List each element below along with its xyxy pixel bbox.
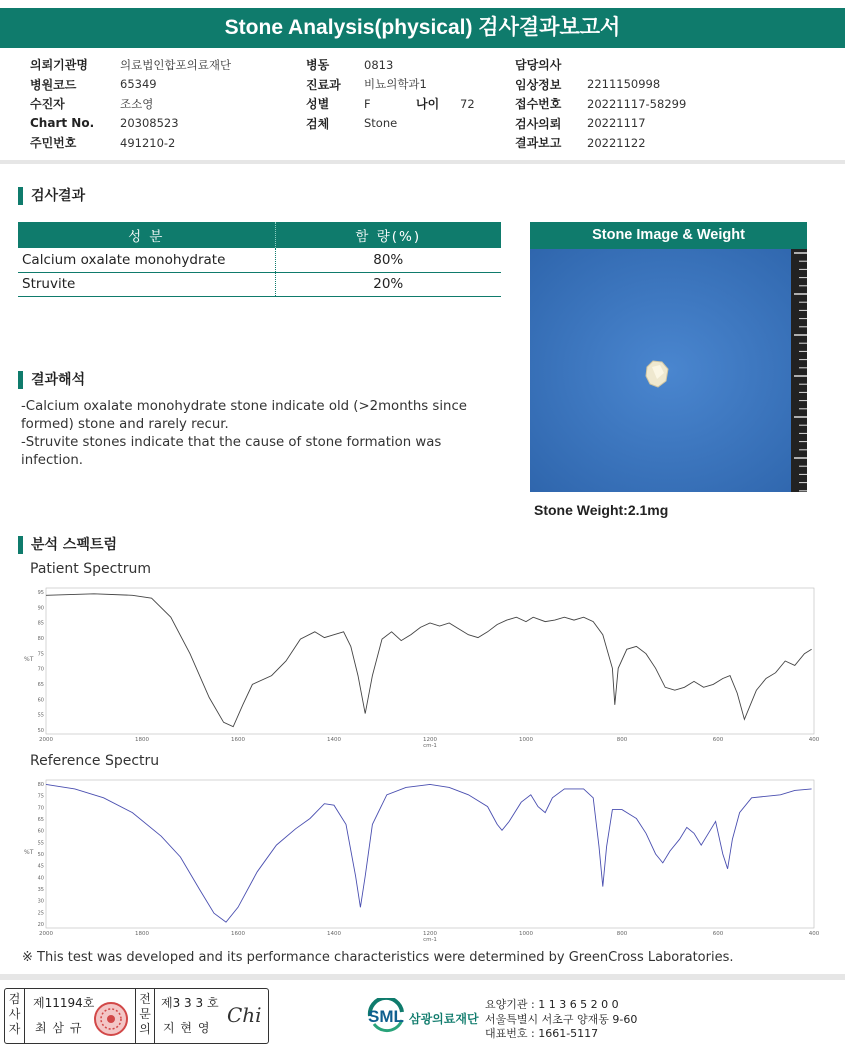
x-tick-label: 1600 — [231, 737, 245, 743]
field-value: 2211150998 — [587, 77, 661, 92]
age-value: 72 — [460, 96, 475, 111]
field-value: 20221117 — [587, 116, 646, 131]
y-tick-label: 55 — [37, 712, 44, 719]
care-institution: 요양기관 : 1 1 3 6 5 2 0 0 — [485, 998, 619, 1011]
y-tick-label: 95 — [37, 590, 44, 596]
field-value: Stone — [364, 116, 398, 131]
component-cell: Calcium oxalate monohydrate — [18, 248, 275, 272]
x-tick-label: 1800 — [135, 737, 149, 743]
examiner-vertical-label: 검사자 — [5, 989, 25, 1043]
y-tick-label: 80 — [37, 782, 44, 788]
y-tick-label: 60 — [37, 697, 44, 704]
y-tick-label: 55 — [37, 840, 44, 847]
field-value: 조소영 — [120, 96, 154, 111]
examiner-seal-icon — [93, 1001, 129, 1037]
specialist-signature: Chi — [227, 1003, 262, 1027]
table-row — [18, 272, 501, 296]
component-cell: Struvite — [18, 272, 275, 296]
field-label: 결과보고 — [515, 136, 562, 151]
divider — [0, 974, 845, 980]
report-title: Stone Analysis(physical) 검사결과보고서 — [0, 8, 845, 48]
field-value: 비뇨의학과1 — [364, 77, 427, 92]
field-label: 접수번호 — [515, 97, 562, 112]
x-tick-label: 400 — [808, 737, 820, 743]
results-section-title: 검사결과 — [18, 187, 85, 205]
stone-photo-graphic — [530, 249, 807, 492]
patient-spectrum-label: Patient Spectrum — [30, 561, 152, 577]
footer — [0, 982, 845, 1054]
stone-image-title: Stone Image & Weight — [530, 222, 807, 249]
y-tick-label: 85 — [37, 620, 44, 627]
y-axis-label: %T — [24, 849, 34, 856]
plot-frame — [46, 780, 814, 928]
stone-photo — [530, 249, 807, 492]
sml-logo-text: SML — [368, 1007, 404, 1026]
field-label: 주민번호 — [30, 136, 77, 151]
header-col3 — [515, 55, 686, 153]
y-tick-label: 80 — [37, 636, 44, 642]
field-value: 0813 — [364, 57, 394, 72]
field-label: 의뢰기관명 — [30, 58, 88, 73]
spectrum-section-title: 분석 스펙트럼 — [18, 536, 117, 554]
examiner-license: 제11194호 — [33, 996, 95, 1010]
field-value: 20308523 — [120, 116, 179, 131]
field-value: 의료법인합포의료재단 — [120, 57, 232, 72]
reference-spectrum-label: Reference Spectru — [30, 753, 160, 769]
y-tick-label: 20 — [37, 922, 44, 928]
x-tick-label: 800 — [616, 931, 628, 937]
phone: 대표번호 : 1661-5117 — [485, 1027, 599, 1040]
field-label: 병원코드 — [30, 77, 77, 92]
field-label: 수진자 — [30, 97, 65, 112]
spectrum-line — [46, 594, 812, 727]
field-label: 검체 — [306, 116, 330, 131]
reference-spectrum-chart — [18, 774, 830, 944]
x-tick-label: 1200 — [423, 737, 437, 743]
field-label: 진료과 — [306, 77, 341, 92]
interpretation-line: -Struvite stones indicate that the cause of stone formation was infection. — [21, 435, 442, 468]
field-value: 20221117-58299 — [587, 96, 687, 111]
field-label: 성별 — [306, 97, 330, 112]
interpretation-section-title: 결과해석 — [18, 371, 85, 389]
y-tick-label: 50 — [37, 852, 44, 858]
x-tick-label: 1000 — [519, 737, 533, 743]
percent-cell: 80% — [275, 248, 501, 272]
field-value: F — [364, 96, 371, 111]
signature-box — [4, 988, 269, 1044]
x-axis-label: cm-1 — [423, 937, 437, 943]
col-component-header: 성 분 — [18, 222, 275, 248]
y-tick-label: 65 — [37, 682, 44, 688]
header-col2 — [306, 55, 475, 133]
age-label: 나이 — [416, 97, 440, 112]
address: 서울특별시 서초구 양재동 9-60 — [485, 1012, 638, 1026]
specialist-vertical-label: 전문의 — [135, 989, 155, 1043]
col-percent-header: 함 량(%) — [275, 222, 501, 248]
y-tick-label: 25 — [37, 910, 44, 917]
y-axis-label: %T — [24, 656, 34, 663]
specialist-name: 지 현 영 — [163, 1021, 211, 1035]
x-tick-label: 600 — [712, 737, 724, 743]
specialist-license: 제3 3 3 호 — [161, 996, 219, 1010]
x-tick-label: 1800 — [135, 931, 149, 937]
y-tick-label: 70 — [37, 805, 44, 812]
x-tick-label: 1400 — [327, 931, 341, 937]
footnote: ※ This test was developed and its performance characteristics were determined by GreenCross Laboratories. — [22, 950, 734, 965]
x-tick-label: 1400 — [327, 737, 341, 743]
y-tick-label: 45 — [37, 863, 44, 870]
spectrum-line — [46, 784, 812, 922]
y-tick-label: 65 — [37, 817, 44, 823]
field-value: 491210-2 — [120, 135, 176, 150]
y-tick-label: 35 — [37, 887, 44, 893]
y-tick-label: 90 — [37, 605, 44, 612]
field-value: 20221122 — [587, 135, 646, 150]
field-label: Chart No. — [30, 116, 95, 131]
header-col1 — [30, 55, 231, 153]
divider — [0, 160, 845, 164]
results-table — [18, 222, 501, 297]
y-tick-label: 75 — [37, 651, 44, 658]
x-tick-label: 600 — [712, 931, 724, 937]
x-tick-label: 400 — [808, 931, 820, 937]
examiner-name: 최 삼 규 — [35, 1021, 83, 1035]
interpretation-text — [21, 398, 501, 470]
field-label: 임상정보 — [515, 77, 562, 92]
y-tick-label: 40 — [37, 875, 44, 882]
y-tick-label: 50 — [37, 728, 44, 734]
stone-image-panel — [530, 222, 807, 492]
percent-cell: 20% — [275, 272, 501, 296]
x-tick-label: 1000 — [519, 931, 533, 937]
y-tick-label: 30 — [37, 898, 44, 905]
org-address — [485, 998, 637, 1042]
ruler — [791, 249, 807, 492]
field-label: 병동 — [306, 58, 330, 73]
table-row — [18, 248, 501, 272]
field-label: 검사의뢰 — [515, 116, 562, 131]
interpretation-line: -Calcium oxalate monohydrate stone indicate old (>2months since formed) stone and rarely recur. — [21, 399, 467, 432]
y-tick-label: 60 — [37, 828, 44, 835]
stone-weight: Stone Weight:2.1mg — [534, 502, 669, 518]
x-tick-label: 800 — [616, 737, 628, 743]
ruler-graphic — [791, 249, 807, 492]
x-tick-label: 2000 — [39, 931, 53, 937]
patient-spectrum-chart — [18, 582, 830, 750]
x-tick-label: 1200 — [423, 931, 437, 937]
plot-frame — [46, 588, 814, 734]
field-label: 담당의사 — [515, 58, 562, 73]
x-tick-label: 2000 — [39, 737, 53, 743]
field-value: 65349 — [120, 77, 157, 92]
x-axis-label: cm-1 — [423, 743, 437, 749]
y-tick-label: 75 — [37, 793, 44, 800]
x-tick-label: 1600 — [231, 931, 245, 937]
org-name: 삼광의료재단 — [409, 1012, 479, 1026]
y-tick-label: 70 — [37, 666, 44, 673]
